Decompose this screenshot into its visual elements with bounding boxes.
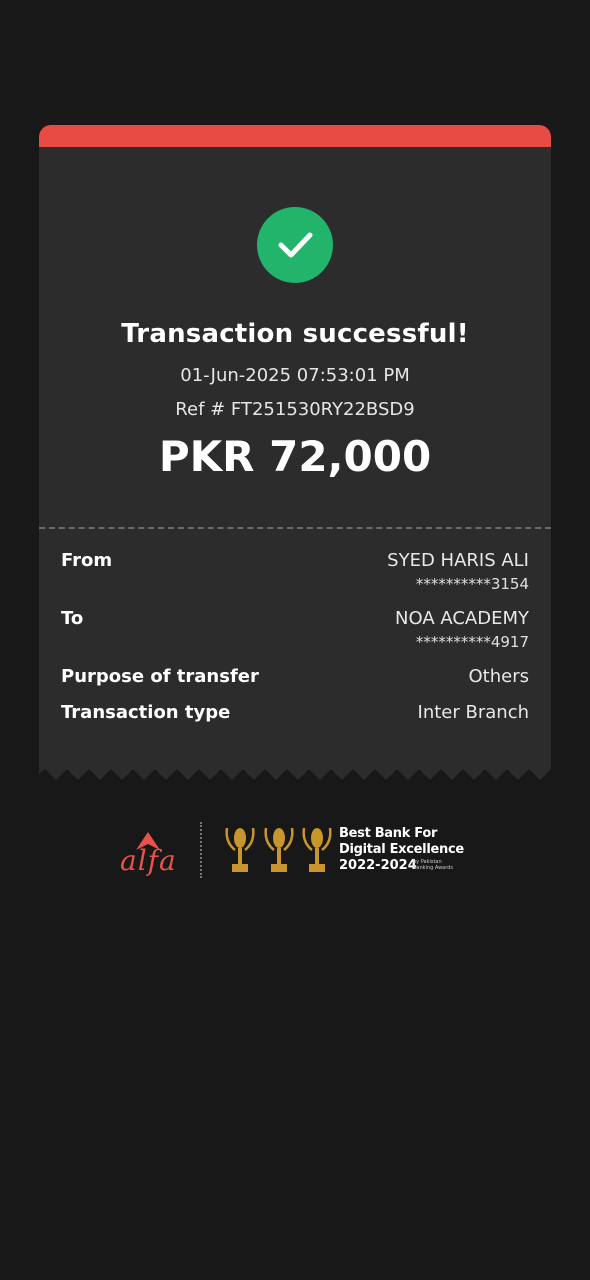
footer-separator bbox=[200, 822, 202, 878]
award-source-line-1: by Pakistan bbox=[413, 859, 442, 865]
purpose-value: Others bbox=[468, 666, 529, 687]
to-label: To bbox=[61, 608, 84, 629]
purpose-label: Purpose of transfer bbox=[61, 666, 259, 687]
award-source bbox=[413, 859, 453, 871]
receipt-divider bbox=[39, 527, 551, 529]
award-source-line-2: Banking Awards bbox=[413, 865, 453, 871]
trophy-icon bbox=[223, 822, 257, 878]
transaction-datetime: 01-Jun-2025 07:53:01 PM bbox=[180, 365, 410, 386]
award-line-2: Digital Excellence bbox=[339, 842, 464, 857]
from-label: From bbox=[61, 550, 113, 571]
footer-branding bbox=[0, 810, 590, 890]
receipt-top-bar bbox=[39, 125, 551, 147]
transaction-amount: PKR 72,000 bbox=[158, 432, 432, 481]
from-account: **********3154 bbox=[415, 575, 529, 593]
transaction-type-label: Transaction type bbox=[61, 702, 231, 723]
alfa-brand-text: alfa bbox=[120, 844, 177, 877]
award-title bbox=[339, 826, 464, 858]
receipt-summary bbox=[39, 147, 551, 528]
success-check-icon bbox=[257, 207, 333, 283]
award-years: 2022-2024 bbox=[339, 858, 417, 873]
to-name: NOA ACADEMY bbox=[395, 608, 529, 629]
transaction-receipt bbox=[39, 125, 551, 780]
transaction-type-value: Inter Branch bbox=[417, 702, 529, 723]
award-line-1: Best Bank For bbox=[339, 826, 438, 841]
receipt-details bbox=[39, 528, 551, 780]
status-title: Transaction successful! bbox=[121, 319, 469, 349]
to-account: **********4917 bbox=[415, 633, 529, 651]
from-name: SYED HARIS ALI bbox=[387, 550, 529, 571]
trophy-icon bbox=[262, 822, 296, 878]
transaction-reference: Ref # FT251530RY22BSD9 bbox=[175, 399, 415, 420]
trophy-icon bbox=[300, 822, 334, 878]
